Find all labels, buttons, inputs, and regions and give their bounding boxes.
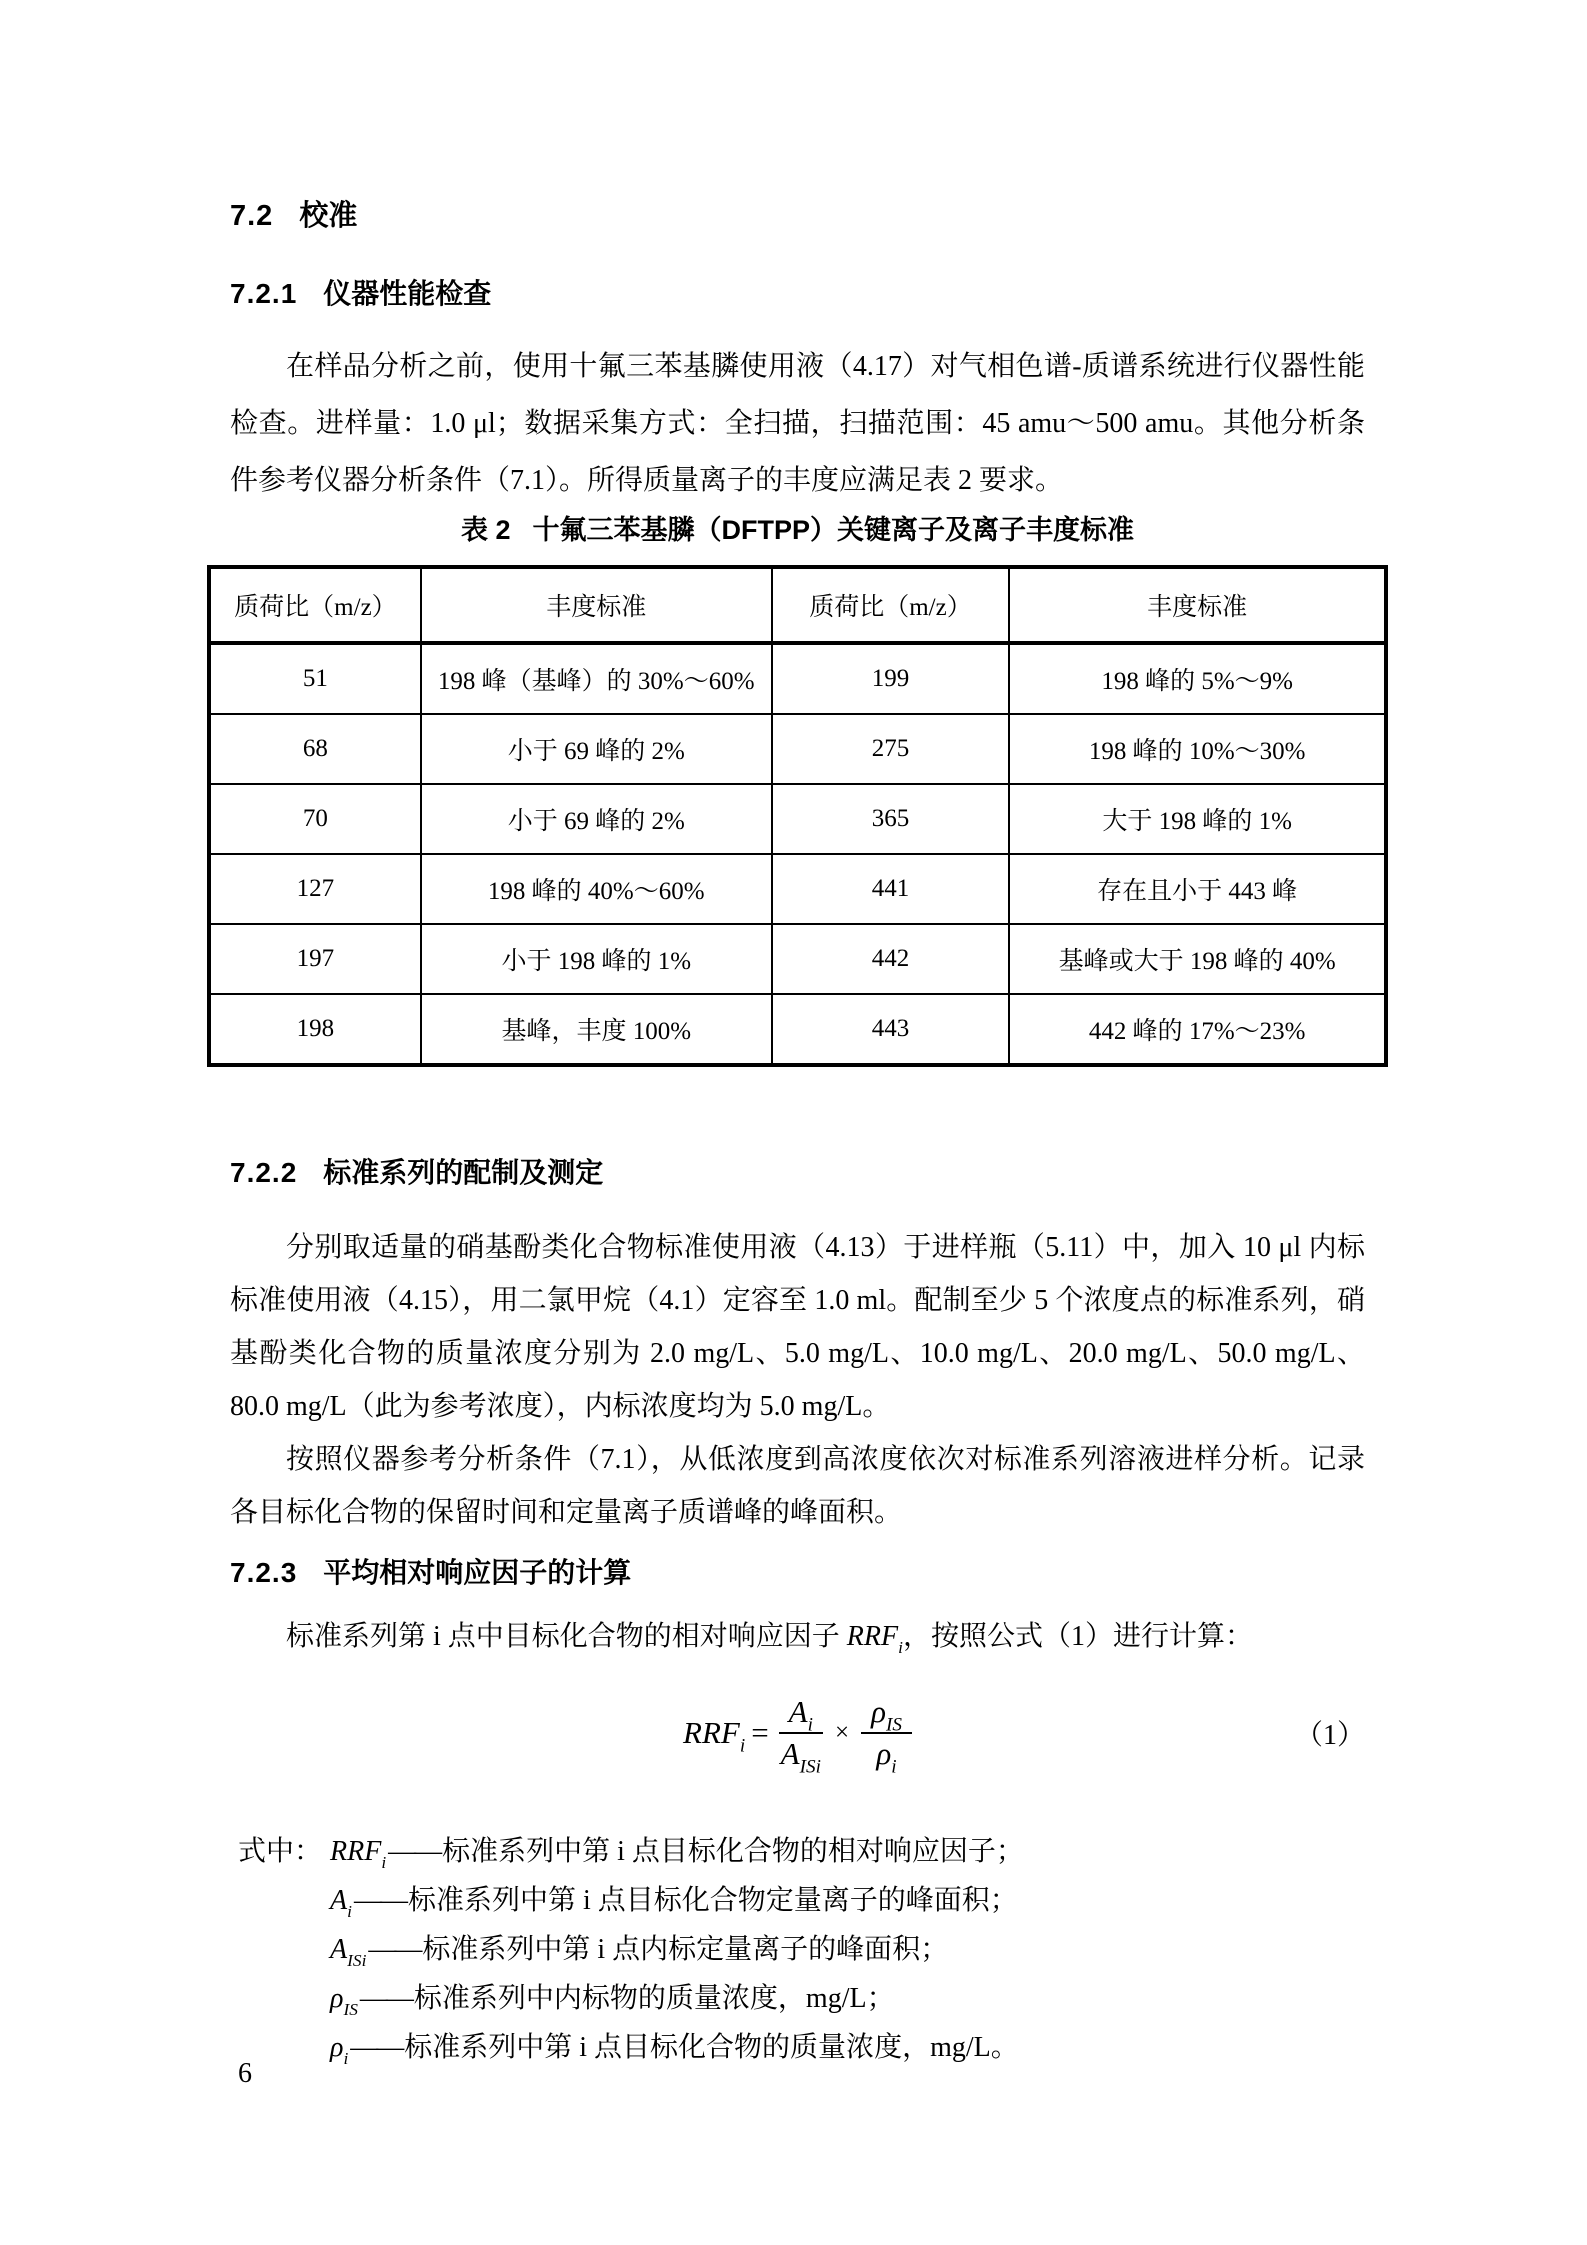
variable-definition: $A_i——$标准系列中第 i 点目标化合物定量离子的峰面积； — [330, 1885, 1018, 1921]
column-header: 质荷比（m/z） — [209, 567, 421, 643]
section-title: 校准 — [299, 200, 358, 232]
rrf-subscript: i — [898, 1637, 903, 1657]
section-number: 7.2.3 — [230, 1557, 298, 1588]
table-cell: 基峰，丰度 100% — [421, 994, 772, 1065]
variable-definition: $\rho_{IS}——$标准系列中内标物的质量浓度，mg/L； — [330, 1983, 895, 2019]
table-cell: 365 — [772, 784, 1010, 854]
table-cell: 68 — [209, 714, 421, 784]
table-row — [209, 994, 1386, 1065]
paragraph-instrument-check: 在样品分析之前，使用十氟三苯基膦使用液（4.17）对气相色谱-质谱系统进行仪器性能检查。进样量：1.0 μl；数据采集方式：全扫描，扫描范围：45 amu～500 amu。其他分析条件参考仪器分析条件（7.1）。所得质量离子的丰度应满足表 2 要求。 — [230, 351, 1365, 496]
section-heading-7-2 — [230, 198, 1365, 234]
table-caption-label: 表 2 — [460, 515, 511, 545]
table-cell: 小于 69 峰的 2% — [421, 784, 772, 854]
table-cell: 199 — [772, 643, 1010, 714]
dftpp-ion-abundance-table — [207, 565, 1388, 1067]
table-cell: 127 — [209, 854, 421, 924]
table-header-row — [209, 567, 1386, 643]
table-row — [209, 924, 1386, 994]
section-number: 7.2.1 — [230, 278, 298, 309]
section-heading-7-2-1 — [230, 276, 1365, 312]
rrf-formula — [230, 1679, 1365, 1787]
table-row — [209, 643, 1386, 714]
intro-text-pre: 标准系列第 i 点中目标化合物的相对响应因子 — [286, 1621, 847, 1652]
paragraph-standard-series-prep: 分别取适量的硝基酚类化合物标准使用液（4.13）于进样瓶（5.11）中，加入 10 μl 内标标准使用液（4.15），用二氯甲烷（4.1）定容至 1.0 ml。配制至少 5 个浓度点的标准系列，硝基酚类化合物的质量浓度分别为 2.0 mg/L、5.0 mg/L、10.0 mg/L、20.0 mg/L、50.0 mg/L、80.0 mg/L（此为参考浓度），内标浓度均为 5.0 mg/L。 — [230, 1232, 1365, 1422]
table-row — [209, 784, 1386, 854]
section-number: 7.2 — [230, 200, 274, 232]
table-cell: 442 峰的 17%～23% — [1009, 994, 1386, 1065]
table-cell: 51 — [209, 643, 421, 714]
table-caption — [230, 513, 1365, 547]
table-caption-text: 十氟三苯基膦（DFTPP）关键离子及离子丰度标准 — [532, 515, 1135, 545]
concentration-ratio-fraction: $\frac{\rho_{IS}}{\rho_i}$ — [861, 1694, 912, 1771]
section-heading-7-2-3 — [230, 1555, 1365, 1591]
table-cell: 443 — [772, 994, 1010, 1065]
table-cell: 小于 69 峰的 2% — [421, 714, 772, 784]
multiplication-sign: × — [834, 1719, 850, 1746]
table-cell: 442 — [772, 924, 1010, 994]
table-cell: 198 峰（基峰）的 30%～60% — [421, 643, 772, 714]
equals-sign: = — [751, 1715, 769, 1750]
table-cell: 275 — [772, 714, 1010, 784]
where-label: 式中： — [238, 1836, 323, 1867]
table-cell: 198 峰的 10%～30% — [1009, 714, 1386, 784]
table-cell: 441 — [772, 854, 1010, 924]
rrf-symbol: RRF — [683, 1715, 740, 1750]
table-cell: 大于 198 峰的 1% — [1009, 784, 1386, 854]
section-number: 7.2.2 — [230, 1157, 298, 1188]
rrf-symbol: RRF — [846, 1621, 899, 1652]
column-header: 丰度标准 — [1009, 567, 1386, 643]
table-cell: 存在且小于 443 峰 — [1009, 854, 1386, 924]
table-row — [209, 854, 1386, 924]
equation-number: （1） — [1294, 1720, 1365, 1751]
table-cell: 198 峰的 5%～9% — [1009, 643, 1386, 714]
table-cell: 198 — [209, 994, 421, 1065]
variable-definition: $\rho_i——$标准系列中第 i 点目标化合物的质量浓度，mg/L。 — [330, 2032, 1019, 2068]
table-cell: 基峰或大于 198 峰的 40% — [1009, 924, 1386, 994]
table-row — [209, 714, 1386, 784]
paragraph-standard-series-analysis: 按照仪器参考分析条件（7.1），从低浓度到高浓度依次对标准系列溶液进样分析。记录各目标化合物的保留时间和定量离子质谱峰的峰面积。 — [230, 1444, 1365, 1528]
table-cell: 70 — [209, 784, 421, 854]
section-heading-7-2-2 — [230, 1155, 1365, 1191]
formula-body — [683, 1694, 912, 1778]
table-cell: 小于 198 峰的 1% — [421, 924, 772, 994]
area-ratio-fraction: $\frac{A_i}{A_{ISi}}$ — [780, 1694, 821, 1778]
section-title: 平均相对响应因子的计算 — [323, 1557, 632, 1588]
formula-lhs: $RRF_i$ = — [683, 1715, 769, 1757]
table-cell: 198 峰的 40%～60% — [421, 854, 772, 924]
paragraph-rrf-intro — [230, 1617, 1365, 1657]
section-title: 标准系列的配制及测定 — [323, 1157, 604, 1188]
column-header: 丰度标准 — [421, 567, 772, 643]
section-title: 仪器性能检查 — [323, 278, 492, 309]
variable-definition: $A_{ISi}——$标准系列中第 i 点内标定量离子的峰面积； — [330, 1934, 949, 1970]
table-cell: 197 — [209, 924, 421, 994]
variable-definition: $RRF_i——$标准系列中第 i 点目标化合物的相对响应因子； — [330, 1836, 1024, 1872]
column-header: 质荷比（m/z） — [772, 567, 1010, 643]
intro-text-post: ，按照公式（1）进行计算： — [902, 1621, 1253, 1652]
page-number: 6 — [238, 2058, 252, 2089]
variable-definitions — [230, 1827, 1365, 2072]
